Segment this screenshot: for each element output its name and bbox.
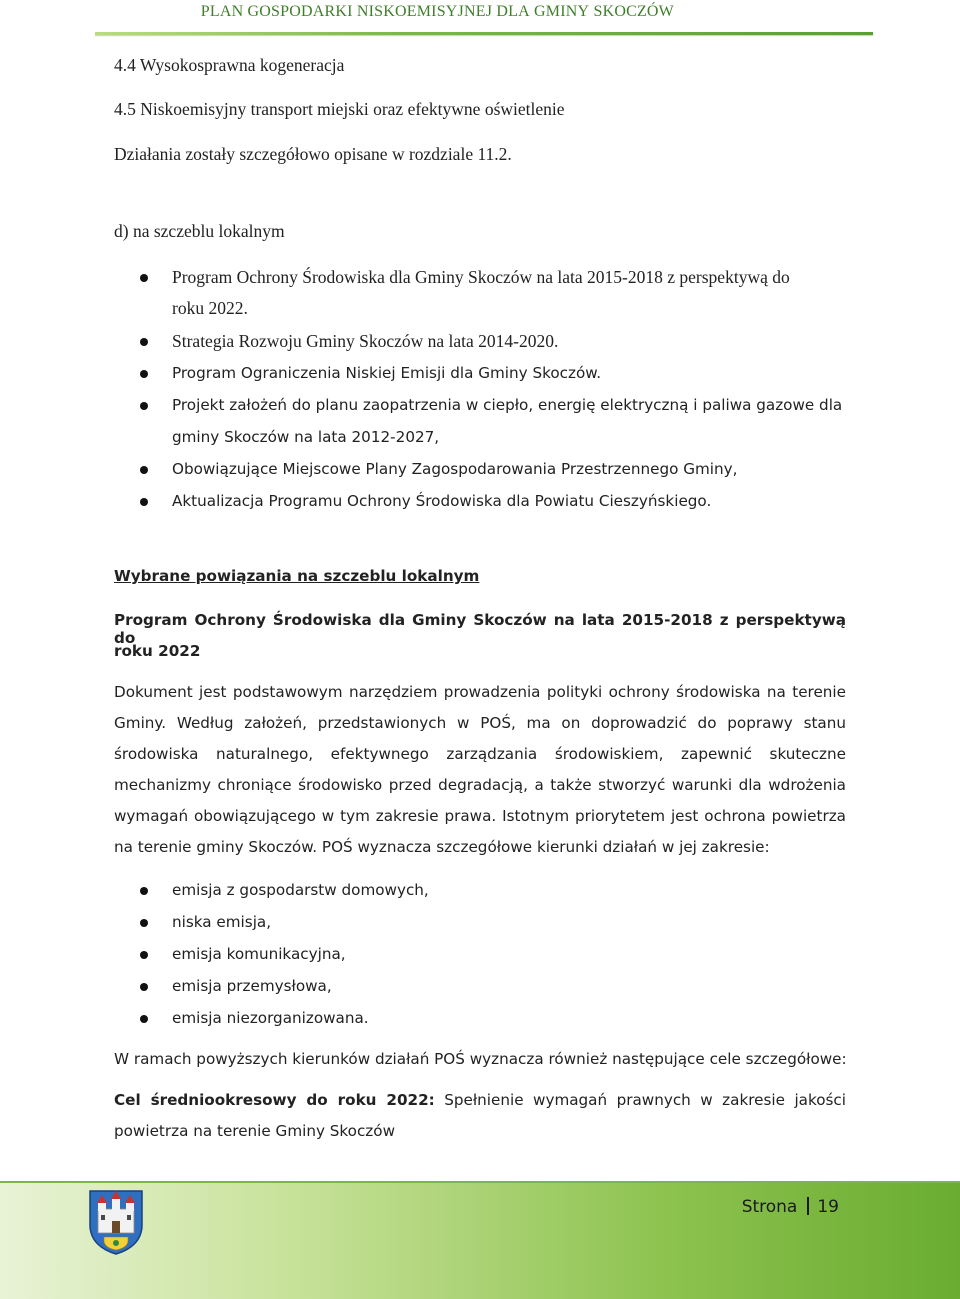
list-item-continuation: roku 2022. <box>172 298 248 318</box>
list-item: Strategia Rozwoju Gminy Skoczów na lata 2014-2020. <box>172 331 559 351</box>
header-title <box>201 0 674 24</box>
goal-line <box>114 1091 846 1109</box>
header-word: NISKOEMISYJNEJ <box>356 3 493 20</box>
line-actions: Działania zostały szczegółowo opisane w rozdziale 11.2. <box>114 144 512 164</box>
goal-line-continuation: powietrza na terenie Gminy Skoczów <box>114 1122 395 1140</box>
bullet-icon <box>140 338 148 346</box>
bullet-icon <box>140 887 148 895</box>
bullet-icon <box>140 1015 148 1023</box>
goal-text: Spełnienie wymagań prawnych w zakresie jakości <box>434 1091 846 1109</box>
page-number-label: Strona 19 <box>741 1197 839 1217</box>
list-item: emisja z gospodarstw domowych, <box>172 881 429 899</box>
page-footer <box>0 1181 960 1299</box>
bullet-icon <box>140 919 148 927</box>
header-word: GOSPODARKI <box>247 3 353 20</box>
line-4-4: 4.4 Wysokosprawna kogeneracja <box>114 55 345 75</box>
paragraph-line: mechanizmy chroniące środowisko przed degradacją, a także stworzyć warunki dla wdrożenia <box>114 776 846 794</box>
header-rule <box>95 32 873 35</box>
list-item: Projekt założeń do planu zaopatrzenia w ciepło, energię elektryczną i paliwa gazowe dla <box>172 396 843 414</box>
bullet-icon <box>140 983 148 991</box>
bullet-icon <box>140 498 148 506</box>
list-item: Program Ochrony Środowiska dla Gminy Skoczów na lata 2015-2018 z perspektywą do <box>172 267 790 287</box>
header-word: DLA <box>496 3 530 20</box>
header-word: SKOCZÓW <box>593 3 674 20</box>
coat-of-arms-icon <box>88 1189 144 1255</box>
program-title: Program Ochrony Środowiska dla Gminy Skoczów na lata 2015-2018 z perspektywą do <box>114 611 846 647</box>
bullet-icon <box>140 951 148 959</box>
header-word: GMINY <box>534 3 590 20</box>
page-number: 19 <box>817 1197 839 1217</box>
list-item: Aktualizacja Programu Ochrony Środowiska dla Powiatu Cieszyńskiego. <box>172 492 712 510</box>
page-separator <box>807 1197 809 1215</box>
header-word: PLAN <box>200 3 244 20</box>
bullet-icon <box>140 402 148 410</box>
paragraph-line: Dokument jest podstawowym narzędziem prowadzenia polityki ochrony środowiska na terenie <box>114 683 846 701</box>
goal-label: Cel średniookresowy do roku 2022: <box>114 1091 435 1109</box>
paragraph-line: środowiska naturalnego, efektywnego zarządzania środowiskiem, zapewnić skuteczne <box>114 745 846 763</box>
list-item: Obowiązujące Miejscowe Plany Zagospodarowania Przestrzennego Gminy, <box>172 460 738 478</box>
heading-local: d) na szczeblu lokalnym <box>114 221 285 241</box>
line-4-5: 4.5 Niskoemisyjny transport miejski oraz efektywne oświetlenie <box>114 99 565 119</box>
bullet-icon <box>140 466 148 474</box>
list-item: Program Ograniczenia Niskiej Emisji dla Gminy Skoczów. <box>172 364 602 382</box>
section-title: Wybrane powiązania na szczeblu lokalnym <box>114 567 480 585</box>
program-title-continuation: roku 2022 <box>114 642 201 660</box>
list-item: emisja komunikacyjna, <box>172 945 346 963</box>
goals-intro: W ramach powyższych kierunków działań POŚ wyznacza również następujące cele szczegółowe: <box>114 1050 847 1068</box>
bullet-icon <box>140 274 148 282</box>
list-item-continuation: gminy Skoczów na lata 2012-2027, <box>172 428 440 446</box>
paragraph-line: na terenie gminy Skoczów. POŚ wyznacza szczegółowe kierunki działań w jej zakresie: <box>114 838 770 856</box>
footer-rule <box>0 1181 960 1183</box>
paragraph-line: Gminy. Według założeń, przedstawionych w POŚ, ma on doprowadzić do poprawy stanu <box>114 714 846 732</box>
bullet-icon <box>140 370 148 378</box>
list-item: emisja niezorganizowana. <box>172 1009 369 1027</box>
paragraph-line: wymagań obowiązującego w tym zakresie prawa. Istotnym priorytetem jest ochrona powietrza <box>114 807 846 825</box>
list-item: emisja przemysłowa, <box>172 977 332 995</box>
list-item: niska emisja, <box>172 913 272 931</box>
